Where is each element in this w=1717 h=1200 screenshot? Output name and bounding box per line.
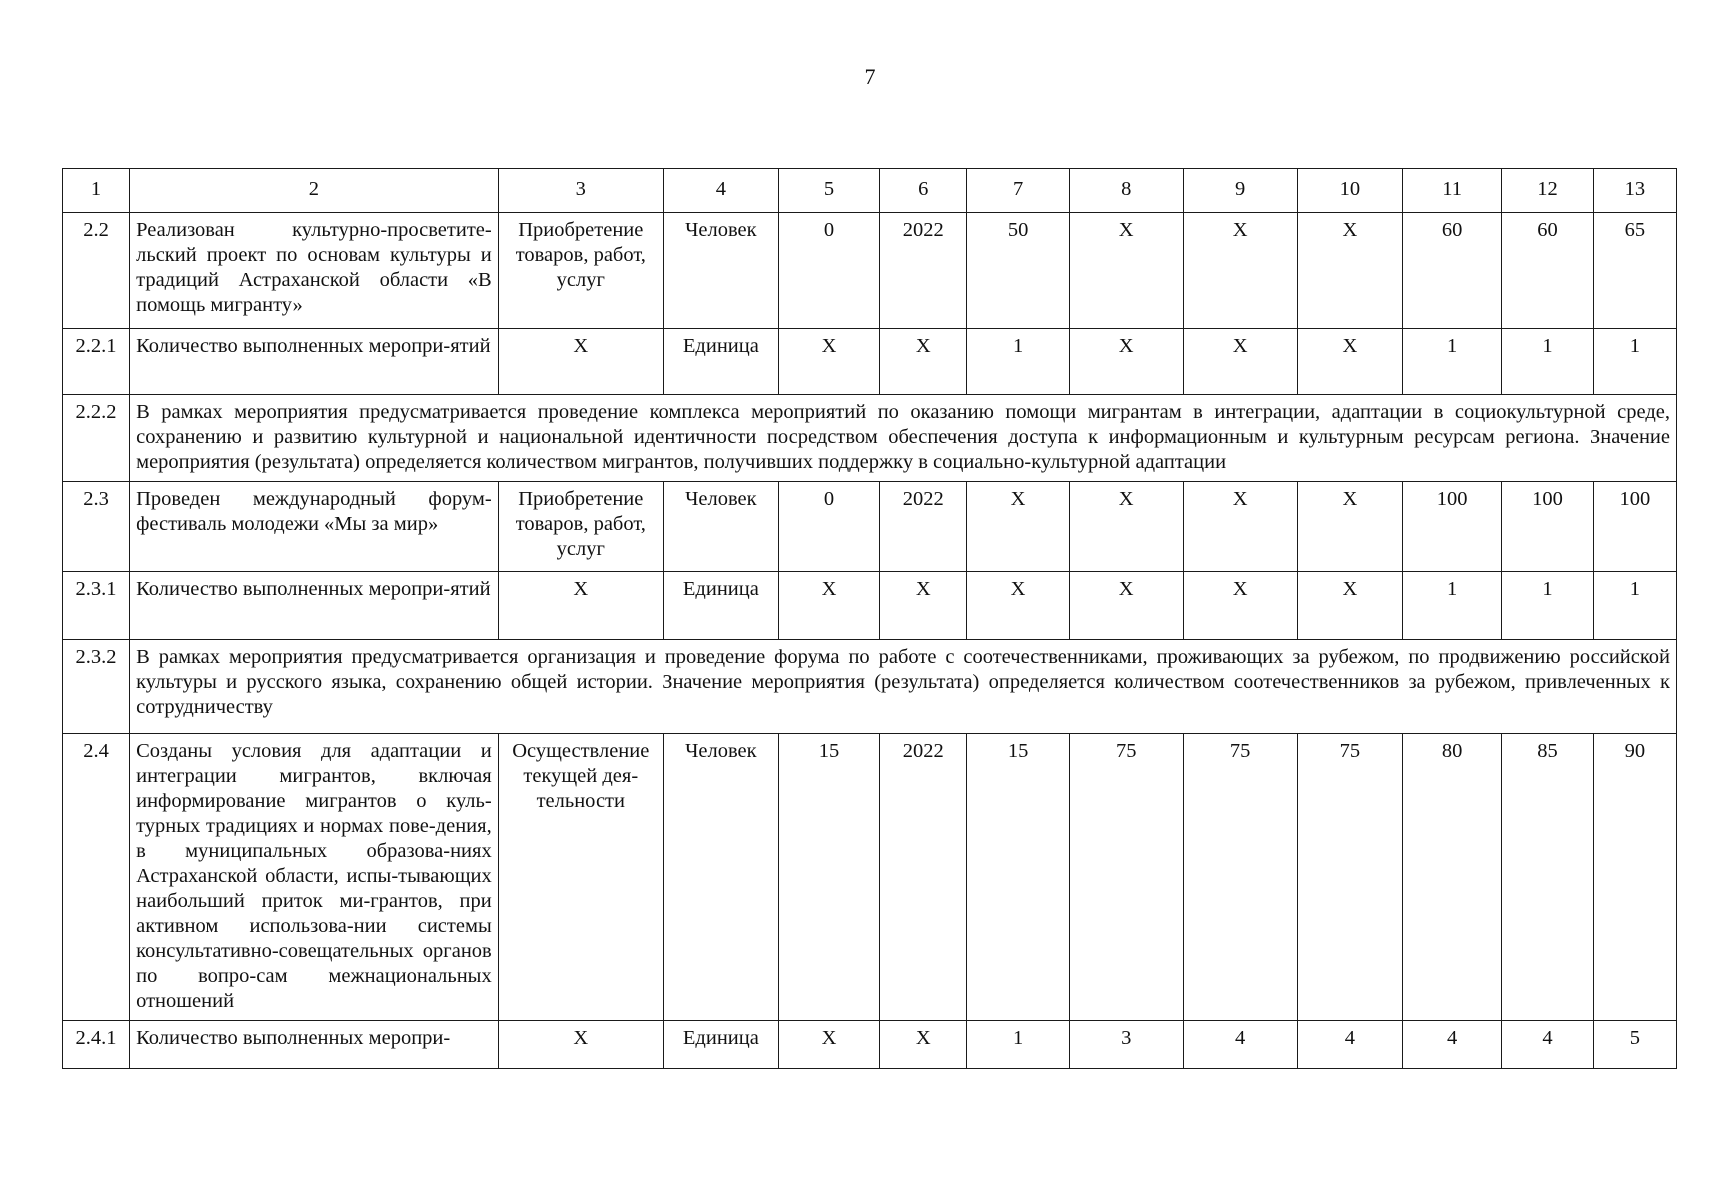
unit-cell: Единица (663, 329, 778, 395)
column-number-header: 6 (880, 169, 967, 213)
base-value-cell: Х (778, 1021, 879, 1069)
value-cell: 1 (967, 329, 1069, 395)
value-cell: Х (1297, 329, 1402, 395)
base-year-cell: 2022 (880, 213, 967, 329)
indicators-table (62, 168, 1677, 1069)
unit-cell: Человек (663, 734, 778, 1021)
base-value-cell: Х (778, 572, 879, 640)
column-number-header: 7 (967, 169, 1069, 213)
value-cell: Х (1183, 213, 1297, 329)
value-cell: Х (1069, 329, 1183, 395)
table-row (63, 482, 1677, 572)
base-year-cell: Х (880, 572, 967, 640)
indicator-name-cell: Реализован культурно-просветите-льский проект по основам культуры и традиций Астраханской области «В помощь мигранту» (130, 213, 499, 329)
value-cell: 75 (1069, 734, 1183, 1021)
value-cell: 4 (1183, 1021, 1297, 1069)
description-cell: В рамках мероприятия предусматривается организация и проведение форума по работе с соотечественниками, проживающих за рубежом, по продвижению российской культуры и русского языка, сохранению общей истории. Значение мероприятия (результата) определяется количеством соотечественников за рубежом, привлеченных к сотрудничеству (130, 640, 1677, 734)
value-cell: 60 (1502, 213, 1594, 329)
value-cell: 4 (1502, 1021, 1594, 1069)
indicator-name-cell: Количество выполненных меропри- (130, 1021, 499, 1069)
value-cell: 4 (1403, 1021, 1502, 1069)
table-row (63, 572, 1677, 640)
value-cell: Х (1069, 482, 1183, 572)
value-cell: 3 (1069, 1021, 1183, 1069)
column-number-header: 5 (778, 169, 879, 213)
column-number-header: 2 (130, 169, 499, 213)
description-row (63, 640, 1677, 734)
column-number-header: 3 (498, 169, 663, 213)
description-row (63, 395, 1677, 482)
base-value-cell: 0 (778, 213, 879, 329)
base-year-cell: 2022 (880, 734, 967, 1021)
row-number-cell: 2.3 (63, 482, 130, 572)
base-year-cell: 2022 (880, 482, 967, 572)
unit-cell: Человек (663, 213, 778, 329)
column-number-header: 12 (1502, 169, 1594, 213)
row-number-cell: 2.2 (63, 213, 130, 329)
row-number-cell: 2.4.1 (63, 1021, 130, 1069)
value-cell: 1 (1403, 329, 1502, 395)
base-year-cell: Х (880, 329, 967, 395)
row-number-cell: 2.2.2 (63, 395, 130, 482)
value-cell: 15 (967, 734, 1069, 1021)
financing-type-cell: Осуществление текущей дея-тельности (498, 734, 663, 1021)
value-cell: Х (967, 572, 1069, 640)
base-value-cell: 15 (778, 734, 879, 1021)
value-cell: 1 (1502, 572, 1594, 640)
description-cell: В рамках мероприятия предусматривается проведение комплекса мероприятий по оказанию помощи мигрантам в интеграции, адаптации в социокультурной среде, сохранению и развитию культурной и национальной идентичности посредством обеспечения доступа к информационным и культурным ресурсам региона. Значение мероприятия (результата) определяется количеством мигрантов, получивших поддержку в социально-культурной адаптации (130, 395, 1677, 482)
value-cell: Х (1183, 572, 1297, 640)
table-row (63, 329, 1677, 395)
column-number-header: 11 (1403, 169, 1502, 213)
column-number-header: 4 (663, 169, 778, 213)
value-cell: 1 (1502, 329, 1594, 395)
row-number-cell: 2.3.1 (63, 572, 130, 640)
table-row (63, 1021, 1677, 1069)
financing-type-cell: Х (498, 572, 663, 640)
financing-type-cell: Приобретение товаров, работ, услуг (498, 213, 663, 329)
value-cell: 50 (967, 213, 1069, 329)
base-value-cell: 0 (778, 482, 879, 572)
unit-cell: Человек (663, 482, 778, 572)
value-cell: 1 (1593, 572, 1676, 640)
financing-type-cell: Х (498, 329, 663, 395)
value-cell: 85 (1502, 734, 1594, 1021)
column-number-header: 1 (63, 169, 130, 213)
unit-cell: Единица (663, 572, 778, 640)
table-row (63, 734, 1677, 1021)
financing-type-cell: Х (498, 1021, 663, 1069)
value-cell: 90 (1593, 734, 1676, 1021)
value-cell: Х (1183, 329, 1297, 395)
row-number-cell: 2.2.1 (63, 329, 130, 395)
indicator-name-cell: Количество выполненных меропри-ятий (130, 572, 499, 640)
column-number-header: 9 (1183, 169, 1297, 213)
value-cell: 80 (1403, 734, 1502, 1021)
value-cell: 100 (1593, 482, 1676, 572)
value-cell: 4 (1297, 1021, 1402, 1069)
indicator-name-cell: Созданы условия для адаптации и интеграции мигрантов, включая информирование мигрантов о куль-турных традициях и нормах пове-дения, в муниципальных образова-ниях Астраханской области, испы-тывающих наибольший приток ми-грантов, при активном использова-нии системы консультативно-совещательных органов по вопро-сам межнациональных отношений (130, 734, 499, 1021)
indicator-name-cell: Проведен международный форум-фестиваль молодежи «Мы за мир» (130, 482, 499, 572)
table-header-row (63, 169, 1677, 213)
value-cell: 5 (1593, 1021, 1676, 1069)
value-cell: Х (1183, 482, 1297, 572)
value-cell: 60 (1403, 213, 1502, 329)
base-value-cell: Х (778, 329, 879, 395)
value-cell: Х (1297, 213, 1402, 329)
financing-type-cell: Приобретение товаров, работ, услуг (498, 482, 663, 572)
base-year-cell: Х (880, 1021, 967, 1069)
value-cell: 100 (1502, 482, 1594, 572)
value-cell: Х (1069, 572, 1183, 640)
page-number: 7 (864, 64, 876, 89)
table-row (63, 213, 1677, 329)
value-cell: 1 (1593, 329, 1676, 395)
value-cell: 100 (1403, 482, 1502, 572)
value-cell: 75 (1183, 734, 1297, 1021)
column-number-header: 13 (1593, 169, 1676, 213)
value-cell: Х (1069, 213, 1183, 329)
column-number-header: 10 (1297, 169, 1402, 213)
unit-cell: Единица (663, 1021, 778, 1069)
value-cell: 1 (1403, 572, 1502, 640)
value-cell: 1 (967, 1021, 1069, 1069)
value-cell: 65 (1593, 213, 1676, 329)
row-number-cell: 2.3.2 (63, 640, 130, 734)
value-cell: Х (1297, 482, 1402, 572)
value-cell: Х (1297, 572, 1402, 640)
indicator-name-cell: Количество выполненных меропри-ятий (130, 329, 499, 395)
column-number-header: 8 (1069, 169, 1183, 213)
row-number-cell: 2.4 (63, 734, 130, 1021)
value-cell: 75 (1297, 734, 1402, 1021)
value-cell: Х (967, 482, 1069, 572)
